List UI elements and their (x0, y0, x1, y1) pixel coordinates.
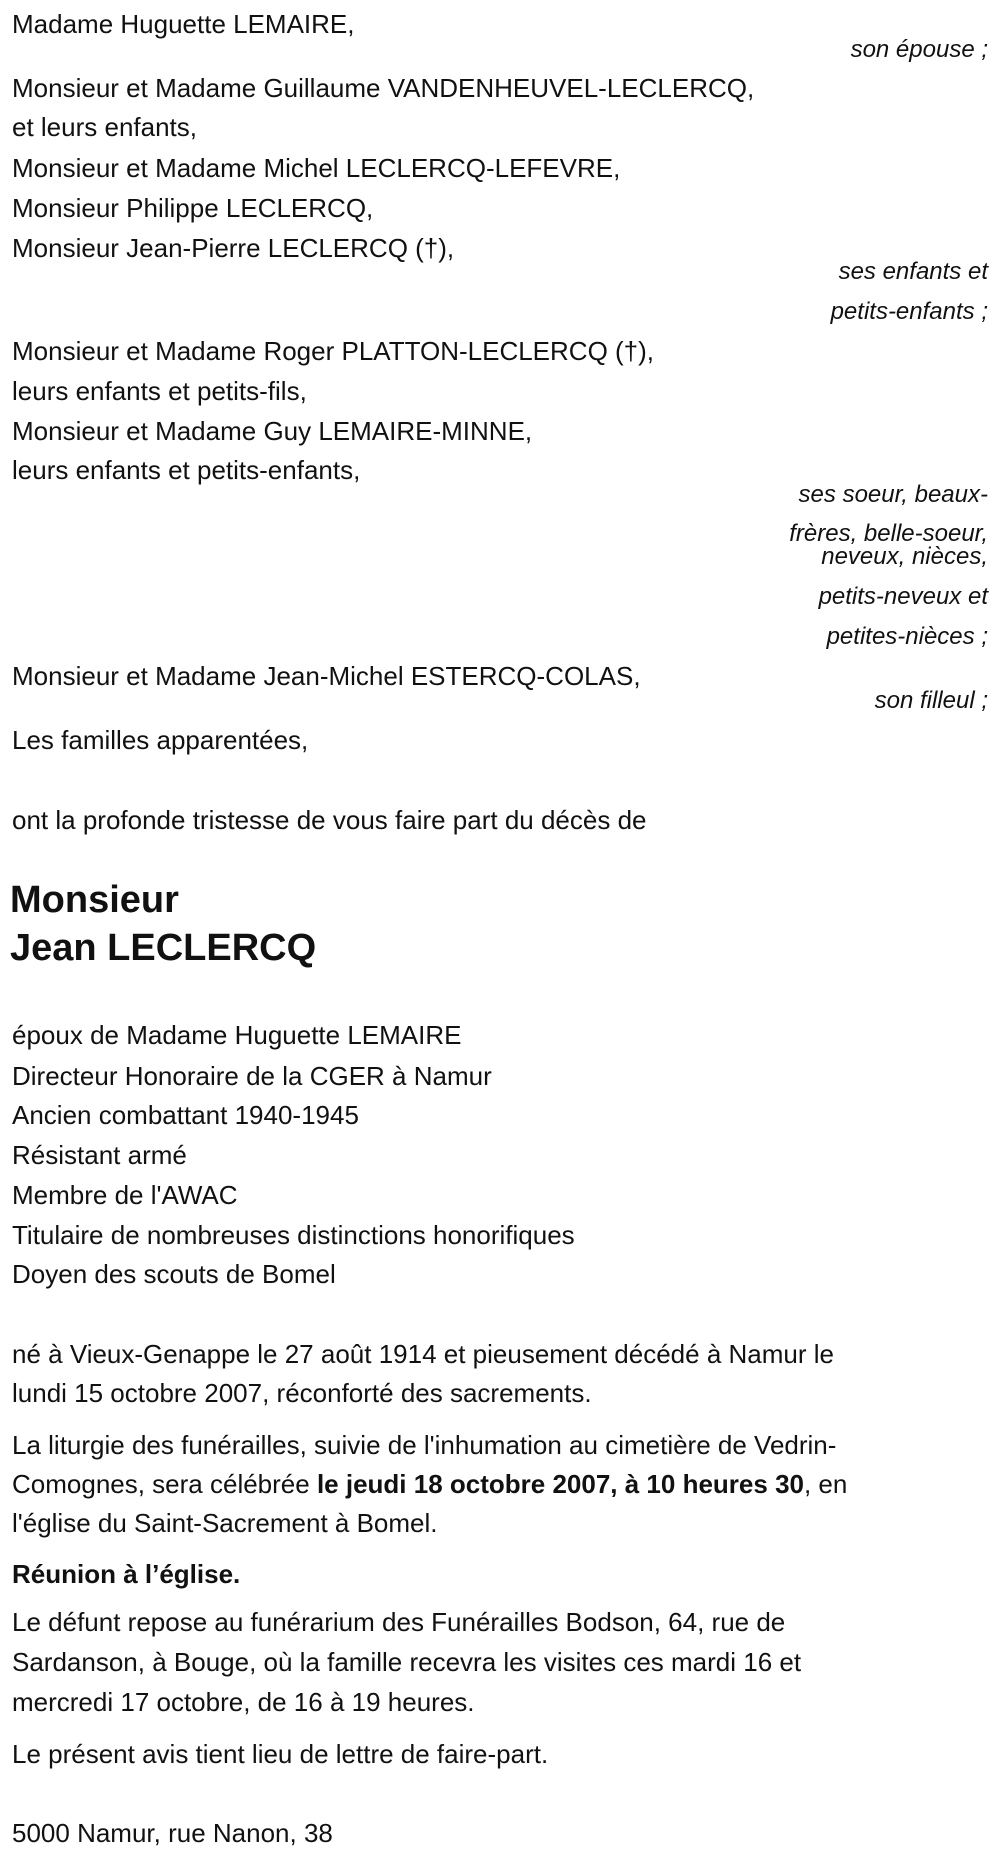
family-line: Les familles apparentées, (12, 725, 309, 755)
relation-label: frères, belle-soeur, (789, 520, 988, 547)
visitation-text: Le défunt repose au funérarium des Funérailles Bodson, 64, rue de (12, 1607, 786, 1637)
deceased-title: Monsieur (10, 879, 179, 921)
reunion-note: Réunion à l’église. (12, 1559, 241, 1589)
family-line: Monsieur Philippe LECLERCQ, (12, 193, 374, 223)
title-line: Membre de l'AWAC (12, 1180, 238, 1210)
address: 5000 Namur, rue Nanon, 38 (12, 1818, 333, 1848)
title-line: Titulaire de nombreuses distinctions honorifiques (12, 1220, 575, 1250)
funeral-text: La liturgie des funérailles, suivie de l'inhumation au cimetière de Vedrin- (12, 1430, 837, 1460)
family-line: Monsieur et Madame Michel LECLERCQ-LEFEVRE, (12, 153, 621, 183)
relation-label: neveux, nièces, (821, 543, 988, 570)
funeral-text-part: , en (803, 1469, 848, 1499)
funeral-text-part: Comognes, sera célébrée (12, 1469, 317, 1499)
relation-label: petits-neveux et (818, 583, 988, 610)
relation-label: son filleul ; (874, 687, 988, 714)
family-line: leurs enfants et petits-enfants, (12, 455, 361, 485)
family-line: leurs enfants et petits-fils, (12, 376, 307, 406)
visitation-text: mercredi 17 octobre, de 16 à 19 heures. (12, 1687, 475, 1717)
title-line: Résistant armé (12, 1140, 187, 1170)
announcement: ont la profonde tristesse de vous faire part du décès de (12, 805, 647, 835)
deceased-name: Jean LECLERCQ (10, 927, 317, 969)
birth-death-text: né à Vieux-Genappe le 27 août 1914 et pieusement décédé à Namur le (12, 1339, 834, 1369)
family-line: Monsieur et Madame Guillaume VANDENHEUVEL-LECLERCQ, (12, 73, 755, 103)
relation-label: petits-enfants ; (830, 298, 988, 325)
family-line: Monsieur et Madame Jean-Michel ESTERCQ-COLAS, (12, 661, 641, 691)
funeral-text (12, 1468, 847, 1500)
relation-label: ses enfants et (838, 258, 988, 285)
title-line: Doyen des scouts de Bomel (12, 1259, 336, 1289)
title-line: Directeur Honoraire de la CGER à Namur (12, 1061, 492, 1091)
funeral-text: l'église du Saint-Sacrement à Bomel. (12, 1508, 438, 1538)
family-line: Madame Huguette LEMAIRE, (12, 9, 355, 39)
relation-label: petites-nièces ; (826, 623, 988, 650)
family-line: Monsieur et Madame Guy LEMAIRE-MINNE, (12, 416, 533, 446)
notice-text: Le présent avis tient lieu de lettre de faire-part. (12, 1739, 549, 1769)
relation-label: son épouse ; (850, 36, 988, 63)
birth-death-text: lundi 15 octobre 2007, réconforté des sacrements. (12, 1378, 592, 1408)
family-line: et leurs enfants, (12, 112, 197, 142)
funeral-date: le jeudi 18 octobre 2007, à 10 heures 30 (316, 1469, 804, 1499)
family-line: Monsieur et Madame Roger PLATTON-LECLERCQ (†), (12, 336, 655, 366)
relation-label: ses soeur, beaux- (798, 481, 988, 508)
title-line: époux de Madame Huguette LEMAIRE (12, 1020, 462, 1050)
family-line: Monsieur Jean-Pierre LECLERCQ (†), (12, 233, 455, 263)
visitation-text: Sardanson, à Bouge, où la famille recevra les visites ces mardi 16 et (12, 1647, 802, 1677)
title-line: Ancien combattant 1940-1945 (12, 1100, 359, 1130)
